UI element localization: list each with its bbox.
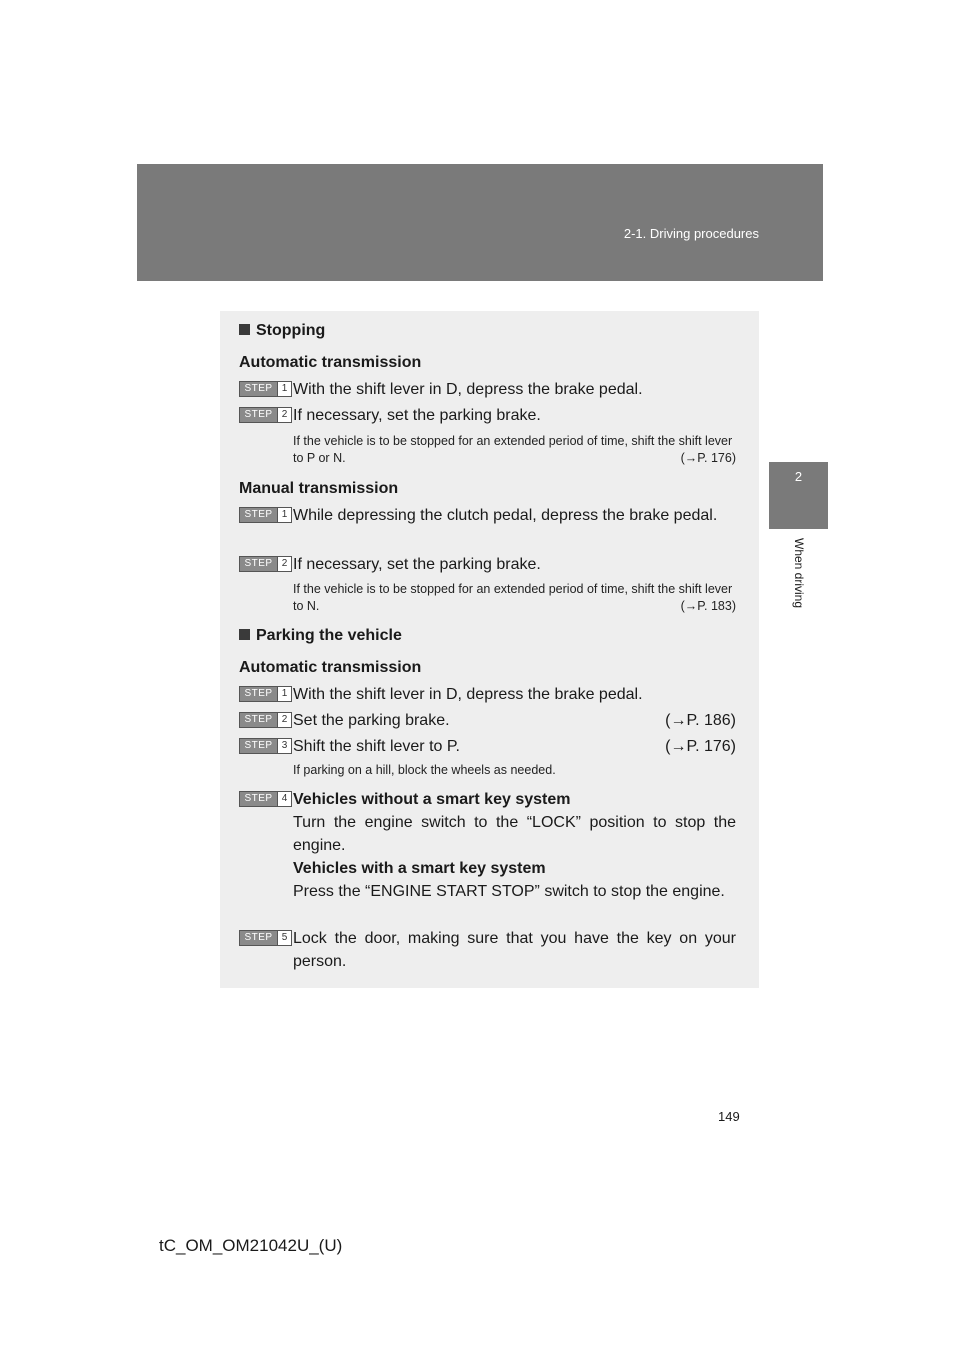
page-reference: (→P. 176) <box>680 451 736 465</box>
step-text: Set the parking brake. (→P. 186) <box>293 709 736 732</box>
stopping-heading: Stopping <box>239 321 759 341</box>
page-reference: (→P. 186) <box>665 712 736 729</box>
step-text <box>293 788 736 903</box>
square-bullet-icon <box>239 324 250 335</box>
step-text: With the shift lever in D, depress the brake pedal. <box>293 381 643 398</box>
chapter-label: When driving <box>792 538 806 609</box>
variant-text: Press the “ENGINE START STOP” switch to stop the engine. <box>293 883 725 900</box>
step-badge: STEP 3 <box>239 738 292 754</box>
variant-title: Vehicles without a smart key system <box>293 791 571 808</box>
step-text: If necessary, set the parking brake. <box>293 407 541 424</box>
document-code: tC_OM_OM21042U_(U) <box>159 1236 343 1255</box>
note-text: If the vehicle is to be stopped for an extended period of time, shift the shift lever to P or N. (→P. 176) <box>293 434 736 465</box>
step-badge: STEP 2 <box>239 712 292 728</box>
auto-transmission-title: Automatic transmission <box>239 659 422 676</box>
step-badge: STEP 5 <box>239 930 292 946</box>
step-text: If necessary, set the parking brake. <box>293 556 541 573</box>
manual-transmission-title: Manual transmission <box>239 480 399 497</box>
page-number: 149 <box>718 1109 740 1124</box>
step-text: Shift the shift lever to P. (→P. 176) <box>293 735 736 758</box>
chapter-number: 2 <box>794 469 803 484</box>
step-badge: STEP 4 <box>239 791 292 807</box>
note-text: If the vehicle is to be stopped for an extended period of time, shift the shift lever to N. (→P. 183) <box>293 582 736 613</box>
page-reference: (→P. 176) <box>665 738 736 755</box>
note-text: If parking on a hill, block the wheels as needed. <box>293 763 556 777</box>
header-band <box>137 164 823 281</box>
section-title: 2-1. Driving procedures <box>623 226 759 241</box>
step-text: Lock the door, making sure that you have the key on your person. <box>293 930 736 970</box>
auto-transmission-title: Automatic transmission <box>239 354 422 371</box>
square-bullet-icon <box>239 629 250 640</box>
variant-title: Vehicles with a smart key system <box>293 860 546 877</box>
step-badge: STEP 2 <box>239 407 292 423</box>
parking-heading: Parking the vehicle <box>239 626 759 646</box>
step-badge: STEP 1 <box>239 686 292 702</box>
content-box <box>220 311 759 988</box>
step-badge: STEP 2 <box>239 556 292 572</box>
page-reference: (→P. 183) <box>680 599 736 613</box>
step-text: While depressing the clutch pedal, depress the brake pedal. <box>293 507 718 524</box>
chapter-tab <box>769 462 828 529</box>
step-badge: STEP 1 <box>239 507 292 523</box>
step-text: With the shift lever in D, depress the brake pedal. <box>293 686 643 703</box>
variant-text: Turn the engine switch to the “LOCK” position to stop the engine. <box>293 814 736 854</box>
step-badge: STEP 1 <box>239 381 292 397</box>
